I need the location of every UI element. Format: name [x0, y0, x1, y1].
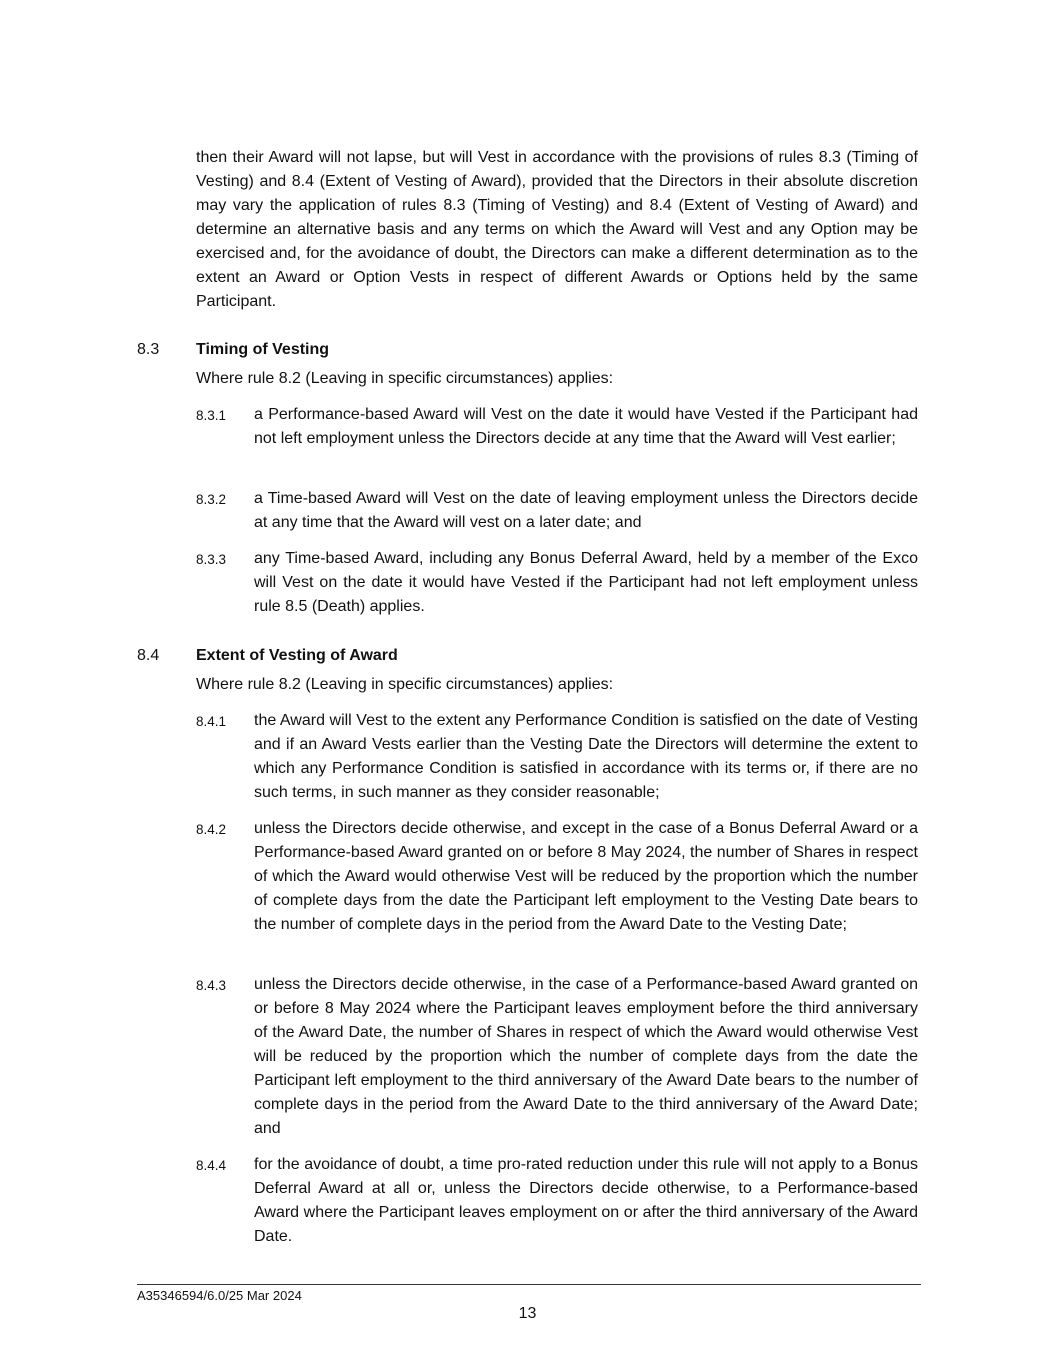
item-number: 8.4.3 — [196, 978, 227, 993]
section-number: 8.3 — [137, 341, 160, 358]
intro-paragraph: then their Award will not lapse, but will Vest in accordance with the provisions of rules 8.3 (Timing of Vesting) and 8.4 (Extent of Vesting of Award), provided that the Directors in their absolute discretion may vary the application of rules 8.3 (Timing of Vesting) and 8.4 (Extent of Vesting of Award) and determine an alternative basis and any terms on which the Award will Vest and any Option may be exercised and, for the avoidance of doubt, the Directors can make a different determination as to the extent an Award or Option Vests in respect of different Awards or Options held by the same Participant. — [196, 149, 918, 310]
item-number: 8.3.2 — [196, 492, 227, 507]
page-number: 13 — [518, 1305, 537, 1322]
item-text: any Time-based Award, including any Bonus Deferral Award, held by a member of the Exco will Vest on the date it would have Vested if the Participant had not left employment unless rule 8.5 (Death) applies. — [254, 550, 918, 615]
document-reference: A35346594/6.0/25 Mar 2024 — [137, 1288, 302, 1303]
item-number: 8.4.2 — [196, 822, 227, 837]
section-title: Timing of Vesting — [196, 341, 330, 358]
item-text: a Time-based Award will Vest on the date of leaving employment unless the Directors decide at any time that the Award will vest on a later date; and — [254, 490, 918, 531]
item-text: a Performance-based Award will Vest on the date it would have Vested if the Participant had not left employment unless the Directors decide at any time that the Award will Vest earlier; — [254, 406, 918, 447]
footer-divider — [137, 1284, 921, 1285]
item-text: unless the Directors decide otherwise, in the case of a Performance-based Award granted on or before 8 May 2024 where the Participant leaves employment before the third anniversary of the Award Date, the number of Shares in respect of which the Award would otherwise Vest will be reduced by the proportion which the number of complete days from the date the Participant left employment to the third anniversary of the Award Date bears to the number of complete days in the period from the Award Date to the third anniversary of the Award Date; and — [254, 976, 918, 1137]
item-number: 8.4.4 — [196, 1158, 227, 1173]
item-number: 8.3.3 — [196, 552, 227, 567]
item-number: 8.3.1 — [196, 408, 227, 423]
section-lead: Where rule 8.2 (Leaving in specific circumstances) applies: — [196, 370, 614, 387]
item-text: the Award will Vest to the extent any Performance Condition is satisfied on the date of Vesting and if an Award Vests earlier than the Vesting Date the Directors will determine the extent to which any Performance Condition is satisfied in accordance with its terms or, if there are no such terms, in such manner as they consider reasonable; — [254, 712, 918, 801]
section-lead: Where rule 8.2 (Leaving in specific circumstances) applies: — [196, 676, 614, 693]
item-text: for the avoidance of doubt, a time pro-rated reduction under this rule will not apply to a Bonus Deferral Award at all or, unless the Directors decide otherwise, to a Performance-based Award where the Participant leaves employment on or after the third anniversary of the Award Date. — [254, 1156, 918, 1245]
item-number: 8.4.1 — [196, 714, 227, 729]
section-title: Extent of Vesting of Award — [196, 647, 398, 664]
section-number: 8.4 — [137, 647, 160, 664]
item-text: unless the Directors decide otherwise, and except in the case of a Bonus Deferral Award or a Performance-based Award granted on or before 8 May 2024, the number of Shares in respect of which the Award would otherwise Vest will be reduced by the proportion which the number of complete days from the date the Participant left employment to the Vesting Date bears to the number of complete days in the period from the Award Date to the Vesting Date; — [254, 820, 918, 933]
